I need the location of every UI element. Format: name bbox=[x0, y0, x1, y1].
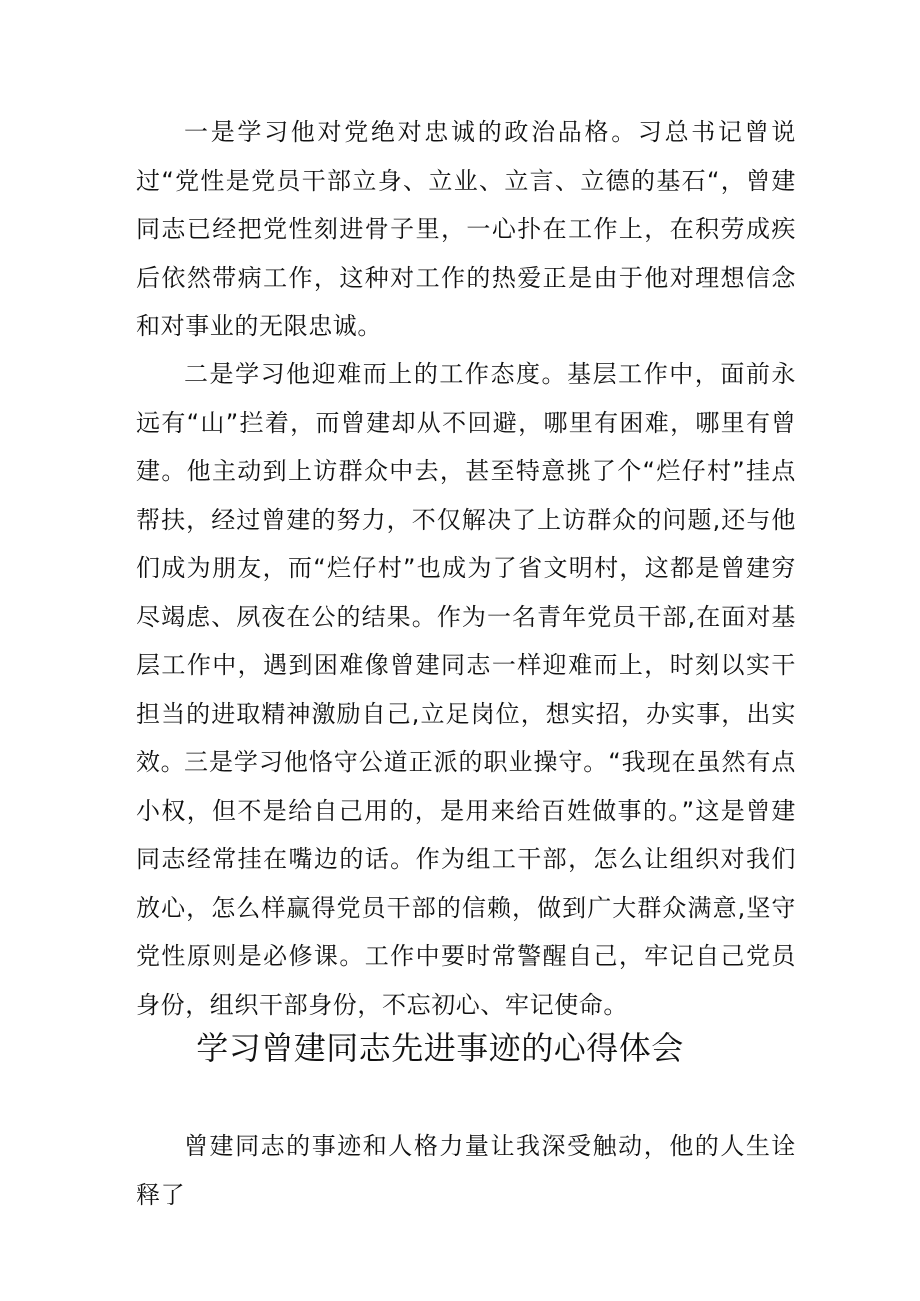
paragraph-political-loyalty: 一是学习他对党绝对忠诚的政治品格。习总书记曾说过“党性是党员干部立身、立业、立言、立德的基石“，曾建同志已经把党性刻进骨子里，一心扑在工作上，在积劳成疾后依然带病工作，这种对工作的热爱正是由于他对理想信念和对事业的无限忠诚。 bbox=[136, 118, 796, 340]
paragraph-work-attitude: 二是学习他迎难而上的工作态度。基层工作中，面前永远有“山”拦着，而曾建却从不回避，哪里有困难，哪里有曾建。他主动到上访群众中去，甚至特意挑了个“烂仔村”挂点帮扶，经过曾建的努力，不仅解决了上访群众的问题,还与他们成为朋友，而“烂仔村”也成为了省文明村，这都是曾建穷尽竭虑、夙夜在公的结果。作为一名青年党员干部,在面对基层工作中，遇到困难像曾建同志一样迎难而上，时刻以实干担当的进取精神激励自己,立足岗位，想实招，办实事，出实效。 bbox=[136, 360, 796, 776]
paragraph-professional-ethics: 三是学习他恪守公道正派的职业操守。“我现在虽然有点小权，但不是给自己用的，是用来给百姓做事的。”这是曾建同志经常挂在嘴边的话。作为组工干部，怎么让组织对我们放心，怎么样赢得党员干部的信赖，做到广大群众满意,坚守党性原则是必修课。工作中要时常警醒自己，牢记自己党员身份，组织干部身份，不忘初心、牢记使命。 bbox=[136, 748, 796, 1019]
document-title: 学习曾建同志先进事迹的心得体会 bbox=[196, 1029, 684, 1067]
paragraph-intro: 曾建同志的事迹和人格力量让我深受触动，他的人生诠释了 bbox=[136, 1132, 796, 1209]
